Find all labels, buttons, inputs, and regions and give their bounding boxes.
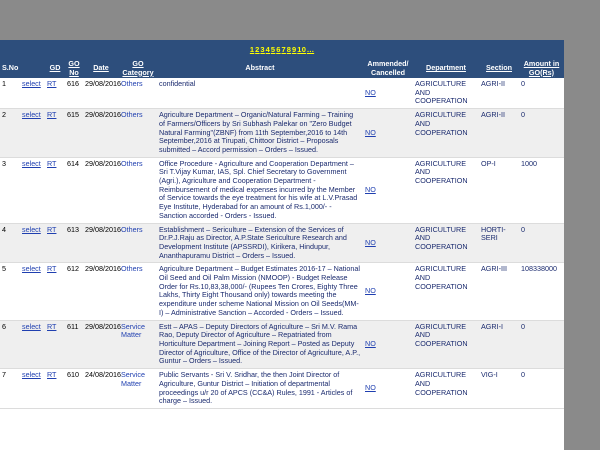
pager-link[interactable]: 10 bbox=[297, 45, 307, 54]
row-category: Others bbox=[119, 263, 157, 320]
row-amended-cell[interactable] bbox=[363, 78, 413, 109]
row-category: Service Matter bbox=[119, 320, 157, 369]
row-date: 29/08/2016 bbox=[83, 263, 119, 320]
select-link[interactable]: select bbox=[22, 158, 41, 168]
row-amount: 108338000 bbox=[519, 263, 564, 320]
row-category: Others bbox=[119, 157, 157, 223]
row-section: HORTI-SERI bbox=[479, 223, 519, 263]
rt-link[interactable]: RT bbox=[47, 321, 57, 331]
table-body bbox=[0, 78, 564, 408]
row-department: AGRICULTURE AND COOPERATION bbox=[413, 369, 479, 409]
amended-link[interactable]: NO bbox=[365, 383, 376, 393]
row-go-no: 614 bbox=[65, 157, 83, 223]
pager-link[interactable]: 6 bbox=[276, 45, 281, 54]
row-category: Others bbox=[119, 223, 157, 263]
row-amended-cell[interactable] bbox=[363, 369, 413, 409]
header-go-category[interactable]: GO Category bbox=[119, 59, 157, 78]
header-date[interactable]: Date bbox=[83, 59, 119, 78]
row-select-cell[interactable] bbox=[20, 109, 45, 158]
row-abstract: Establishment – Sericulture – Extension of the Services of Dr.P.J.Raju as Director, A.P.State Sericulture Research and Development Institute (APSSRDI), Kirikera, Hindupur, Ananthapuramu District – Orders – Issued. bbox=[157, 223, 363, 263]
rt-link[interactable]: RT bbox=[47, 158, 57, 168]
row-date: 29/08/2016 bbox=[83, 109, 119, 158]
pager-link[interactable]: 5 bbox=[270, 45, 276, 54]
table-header-row bbox=[0, 59, 564, 78]
amended-link[interactable]: NO bbox=[365, 127, 376, 137]
row-section: VIG-I bbox=[479, 369, 519, 409]
row-amended-cell[interactable] bbox=[363, 263, 413, 320]
select-link[interactable]: select bbox=[22, 110, 41, 120]
table-row bbox=[0, 109, 564, 158]
table-row bbox=[0, 78, 564, 109]
row-section: AGRI-III bbox=[479, 263, 519, 320]
row-amount: 1000 bbox=[519, 157, 564, 223]
row-amended-cell[interactable] bbox=[363, 109, 413, 158]
row-department: AGRICULTURE AND COOPERATION bbox=[413, 157, 479, 223]
rt-link[interactable]: RT bbox=[47, 224, 57, 234]
row-sno: 5 bbox=[0, 263, 20, 320]
row-abstract: Estt – APAS – Deputy Directors of Agriculture – Sri M.V. Rama Rao, Deputy Director of Agriculture – Repatriated from Horticulture Department – Joining Report – Posted as Deputy Director of Agriculture, Office of the Director of Agriculture, A.P., Guntur – Orders – Issued. bbox=[157, 320, 363, 369]
row-section: OP-I bbox=[479, 157, 519, 223]
table-row bbox=[0, 263, 564, 320]
go-table bbox=[0, 59, 564, 409]
row-select-cell[interactable] bbox=[20, 320, 45, 369]
amended-link[interactable]: NO bbox=[365, 87, 376, 97]
row-amount: 0 bbox=[519, 78, 564, 109]
table-row bbox=[0, 223, 564, 263]
row-sno: 4 bbox=[0, 223, 20, 263]
row-date: 29/08/2016 bbox=[83, 223, 119, 263]
row-category: Others bbox=[119, 78, 157, 109]
select-link[interactable]: select bbox=[22, 79, 41, 88]
row-select-cell[interactable] bbox=[20, 263, 45, 320]
row-go-no: 613 bbox=[65, 223, 83, 263]
row-rt-cell[interactable] bbox=[45, 223, 65, 263]
row-amended-cell[interactable] bbox=[363, 157, 413, 223]
row-sno: 3 bbox=[0, 157, 20, 223]
select-link[interactable]: select bbox=[22, 370, 41, 380]
pager-link[interactable]: 7 bbox=[281, 45, 286, 54]
row-category: Service Matter bbox=[119, 369, 157, 409]
row-abstract: Agriculture Department – Budget Estimates 2016-17 – National Oil Seed and Oil Palm Mission (NMOOP) - Budget Release Order for Rs.10,83,38,000/- (Rupees Ten Crores, Eighty Three Lakhs, Thirty Eight Thousand only) towards meeting the expenditure under scheme National Mission on Oil Seeds(MM-I) – Administrative Sanction – Accorded - Orders – Issued. bbox=[157, 263, 363, 320]
pager-link[interactable]: 8 bbox=[286, 45, 292, 54]
pager-link[interactable]: 3 bbox=[260, 45, 265, 54]
pagination bbox=[249, 45, 314, 54]
table-row bbox=[0, 369, 564, 409]
row-sno: 1 bbox=[0, 78, 20, 109]
row-date: 24/08/2016 bbox=[83, 369, 119, 409]
row-rt-cell[interactable] bbox=[45, 369, 65, 409]
row-go-no: 615 bbox=[65, 109, 83, 158]
right-gray-margin bbox=[564, 40, 600, 450]
row-category: Others bbox=[119, 109, 157, 158]
row-department: AGRICULTURE AND COOPERATION bbox=[413, 263, 479, 320]
row-go-no: 616 bbox=[65, 78, 83, 109]
row-abstract: Office Procedure - Agriculture and Cooperation Department – Sri T.Vijay Kumar, IAS, Spl. Chief Secretary to Government (Agri.), Agriculture and Cooperation Department - Reimbursement of medical expenses incurred by the Member of Service towards the eye treatment for his wife at L.V.Prasad Eye Institute, Hyderabad for an amount of Rs.1,000/- - Sanction accorded - Orders - Issued. bbox=[157, 157, 363, 223]
row-section: AGRI-II bbox=[479, 78, 519, 109]
header-amended: Ammended/ Cancelled bbox=[363, 59, 413, 78]
rt-link[interactable]: RT bbox=[47, 264, 57, 274]
amended-link[interactable]: NO bbox=[365, 184, 376, 194]
header-go-no[interactable]: GO No bbox=[65, 59, 83, 78]
rt-link[interactable]: RT bbox=[47, 370, 57, 380]
row-department: AGRICULTURE AND COOPERATION bbox=[413, 223, 479, 263]
row-department: AGRICULTURE AND COOPERATION bbox=[413, 320, 479, 369]
row-abstract: Agriculture Department – Organic/Natural Farming – Training of Farmers/Officers by Sri Subhash Palekar on "Zero Budget Natural Farming"(ZBNF) from 11th September,2016 to 14th September,2016 at Tirupati, Chittoor District – Proposals submitted – Accord permission – Orders – Issued. bbox=[157, 109, 363, 158]
rt-link[interactable]: RT bbox=[47, 79, 57, 88]
amended-link[interactable]: NO bbox=[365, 237, 376, 247]
header-gd[interactable]: GD bbox=[45, 59, 65, 78]
row-rt-cell[interactable] bbox=[45, 320, 65, 369]
header-department[interactable]: Department bbox=[413, 59, 479, 78]
pagination-bar bbox=[0, 40, 564, 59]
row-department: AGRICULTURE AND COOPERATION bbox=[413, 109, 479, 158]
row-rt-cell[interactable] bbox=[45, 157, 65, 223]
select-link[interactable]: select bbox=[22, 321, 41, 331]
row-sno: 2 bbox=[0, 109, 20, 158]
pager-link[interactable]: 4 bbox=[265, 45, 271, 54]
amended-link[interactable]: NO bbox=[365, 338, 376, 348]
row-date: 29/08/2016 bbox=[83, 157, 119, 223]
row-amount: 0 bbox=[519, 223, 564, 263]
row-amount: 0 bbox=[519, 369, 564, 409]
row-department: AGRICULTURE AND COOPERATION bbox=[413, 78, 479, 109]
row-amount: 0 bbox=[519, 109, 564, 158]
row-amended-cell[interactable] bbox=[363, 223, 413, 263]
header-section[interactable]: Section bbox=[479, 59, 519, 78]
table-row bbox=[0, 320, 564, 369]
rt-link[interactable]: RT bbox=[47, 110, 57, 120]
pager-link[interactable]: ... bbox=[306, 45, 315, 54]
row-date: 29/08/2016 bbox=[83, 320, 119, 369]
row-go-no: 611 bbox=[65, 320, 83, 369]
row-rt-cell[interactable] bbox=[45, 263, 65, 320]
select-link[interactable]: select bbox=[22, 224, 41, 234]
select-link[interactable]: select bbox=[22, 264, 41, 274]
row-abstract: confidential bbox=[157, 78, 363, 109]
row-section: AGRI-II bbox=[479, 109, 519, 158]
row-select-cell[interactable] bbox=[20, 157, 45, 223]
amended-link[interactable]: NO bbox=[365, 286, 376, 296]
header-abstract: Abstract bbox=[157, 59, 363, 78]
header-spacer bbox=[20, 59, 45, 78]
row-rt-cell[interactable] bbox=[45, 109, 65, 158]
row-rt-cell[interactable] bbox=[45, 78, 65, 109]
row-sno: 7 bbox=[0, 369, 20, 409]
row-sno: 6 bbox=[0, 320, 20, 369]
pager-link[interactable]: 1 bbox=[249, 45, 255, 54]
row-select-cell[interactable] bbox=[20, 369, 45, 409]
pager-link[interactable]: 9 bbox=[291, 45, 297, 54]
row-date: 29/08/2016 bbox=[83, 78, 119, 109]
row-go-no: 610 bbox=[65, 369, 83, 409]
row-select-cell[interactable] bbox=[20, 223, 45, 263]
pager-link[interactable]: 2 bbox=[255, 45, 260, 54]
header-sno: S.No bbox=[0, 59, 20, 78]
go-listing-panel bbox=[0, 40, 564, 450]
row-amended-cell[interactable] bbox=[363, 320, 413, 369]
table-row bbox=[0, 157, 564, 223]
header-amount[interactable]: Amount in GO(Rs) bbox=[519, 59, 564, 78]
row-amount: 0 bbox=[519, 320, 564, 369]
row-section: AGRI-I bbox=[479, 320, 519, 369]
top-gray-margin bbox=[0, 0, 600, 40]
row-go-no: 612 bbox=[65, 263, 83, 320]
row-select-cell[interactable] bbox=[20, 78, 45, 109]
row-abstract: Public Servants - Sri V. Sridhar, the then Joint Director of Agriculture, Guntur District – Initiation of departmental proceedings u/r 20 of APCS (CC&A) Rules, 1991 - Articles of charge – Issued. bbox=[157, 369, 363, 409]
